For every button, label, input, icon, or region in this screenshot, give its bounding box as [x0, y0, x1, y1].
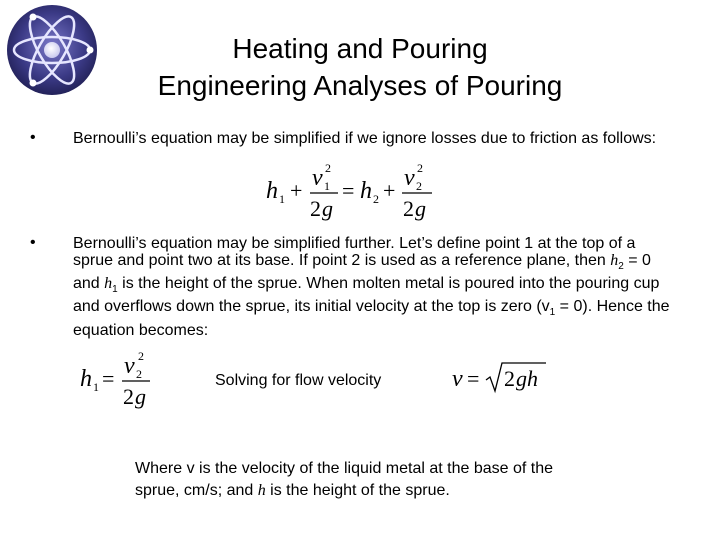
svg-text:gh: gh — [516, 366, 538, 391]
svg-text:=: = — [102, 366, 115, 391]
slide-title — [100, 30, 620, 104]
variable-definition-note — [135, 458, 553, 502]
svg-text:1: 1 — [279, 192, 285, 206]
svg-text:v: v — [124, 353, 135, 379]
svg-text:+: + — [383, 178, 396, 203]
svg-text:v: v — [452, 366, 463, 392]
svg-text:2: 2 — [403, 196, 414, 221]
svg-text:v: v — [312, 165, 323, 191]
svg-text:2: 2 — [373, 192, 379, 206]
flow-velocity-equation — [450, 358, 550, 398]
svg-text:2: 2 — [416, 179, 422, 193]
svg-text:2: 2 — [325, 161, 331, 175]
svg-text:h: h — [360, 178, 372, 204]
svg-text:g: g — [322, 196, 333, 221]
svg-text:h: h — [80, 366, 92, 392]
svg-text:=: = — [342, 178, 355, 203]
title-line-2: Engineering Analyses of Pouring — [157, 70, 563, 101]
svg-text:=: = — [467, 366, 480, 391]
svg-text:g: g — [415, 196, 426, 221]
definition-line-1: Where v is the velocity of the liquid metal at the base of the — [135, 460, 553, 477]
title-line-1: Heating and Pouring — [232, 33, 488, 64]
svg-text:1: 1 — [324, 179, 330, 193]
solving-label: Solving for flow velocity — [215, 372, 382, 389]
atom-icon — [6, 4, 98, 96]
svg-text:1: 1 — [93, 380, 99, 394]
svg-text:+: + — [290, 178, 303, 203]
svg-text:2: 2 — [417, 161, 423, 175]
svg-text:2: 2 — [310, 196, 321, 221]
bullet-marker-2: • — [30, 234, 36, 251]
svg-text:2: 2 — [138, 349, 144, 363]
svg-text:h: h — [266, 178, 278, 204]
bullet-text-1: Bernoulli’s equation may be simplified if we ignore losses due to friction as follows: — [73, 130, 657, 147]
svg-text:g: g — [135, 384, 146, 409]
svg-text:v: v — [404, 165, 415, 191]
height-velocity-equation — [76, 346, 156, 410]
svg-text:2: 2 — [504, 366, 515, 391]
bullet-marker-1: • — [30, 129, 36, 146]
svg-text:2: 2 — [123, 384, 134, 409]
definition-line-2: sprue, cm/s; and h is the height of the sprue. — [135, 482, 450, 499]
bullet-text-2: Bernoulli’s equation may be simplified further. Let’s define point 1 at the top of a sprue and point two at its base. If point 2 is used as a reference plane, then $h_2 = 0$ and $h_1$ is the height of the sprue. When molten metal is poured into the pouring cup and overflows down the sprue, its initial velocity at the top is zero $(v_1 = 0)$. Hence the equation becomes: — [73, 235, 670, 339]
bernoulli-simplified-equation — [262, 158, 442, 224]
svg-text:2: 2 — [136, 367, 142, 381]
